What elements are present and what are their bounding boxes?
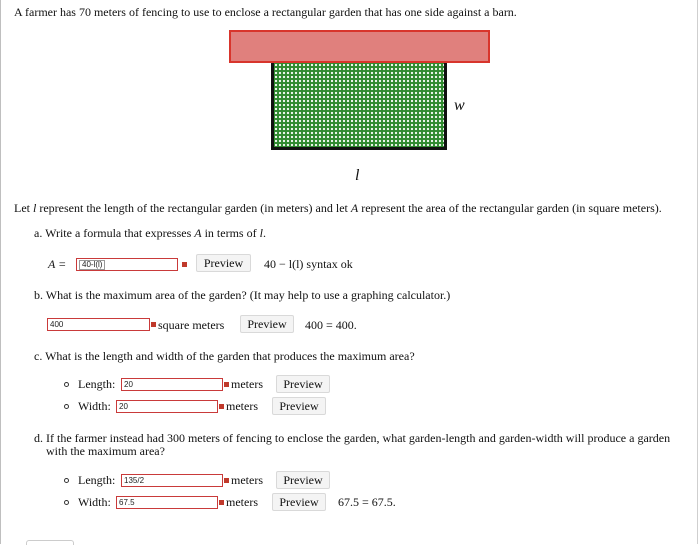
var-l: l (33, 201, 37, 215)
width-preview-button-c[interactable]: Preview (272, 397, 326, 415)
part-c-prompt: c. What is the length and width of the garden that produces the maximum area? (34, 349, 415, 363)
width-preview-button-d[interactable]: Preview (272, 493, 326, 511)
var-l: l (259, 226, 263, 240)
length-input-c[interactable] (121, 378, 223, 391)
length-unit-d: meters (231, 473, 263, 487)
width-label: w (454, 97, 465, 114)
width-input-c[interactable] (116, 400, 218, 413)
bullet (64, 404, 69, 409)
width-label-c: Width: (78, 399, 111, 413)
part-a-text: . (262, 226, 266, 240)
width-unit-c: meters (226, 399, 258, 413)
max-area-input[interactable] (47, 318, 150, 331)
width-input-d[interactable] (116, 496, 218, 509)
part-a-preview-button[interactable]: Preview (196, 254, 251, 272)
bullet (64, 382, 69, 387)
length-input-d-value: 135/2 (124, 476, 145, 485)
part-a-text: in terms of (201, 226, 260, 240)
part-a-text: a. Write a formula that expresses (34, 226, 195, 240)
max-area-input-value: 400 (50, 320, 64, 329)
part-a-prompt (34, 226, 266, 241)
length-preview-button-c[interactable]: Preview (276, 375, 330, 393)
frame-left-border (0, 0, 1, 544)
frame-right-border (697, 0, 698, 544)
part-d-feedback: 67.5 = 67.5. (338, 495, 396, 509)
part-d-prompt-line2: with the maximum area? (46, 444, 165, 458)
var-A: A (194, 226, 202, 240)
status-marker (182, 262, 187, 267)
width-label-d: Width: (78, 495, 111, 509)
part-b-prompt: b. What is the maximum area of the garden? (It may help to use a graphing calculator.) (34, 288, 451, 302)
status-marker (224, 382, 229, 387)
width-input-c-value: 20 (119, 402, 128, 411)
length-label: l (355, 167, 360, 184)
setup-sentence (14, 201, 662, 216)
equation-lhs: A = (48, 257, 67, 271)
barn-rectangle (229, 30, 490, 63)
formula-input-value: 40-l(l) (79, 260, 105, 270)
setup-text: Let (14, 201, 33, 215)
length-label-c: Length: (78, 377, 116, 391)
setup-text: represent the area of the rectangular garden (in square meters). (358, 201, 662, 215)
formula-input[interactable] (76, 258, 178, 271)
var-A: A (350, 201, 359, 215)
width-input-d-value: 67.5 (119, 498, 135, 507)
status-marker (219, 404, 224, 409)
problem-intro: A farmer has 70 meters of fencing to use to enclose a rectangular garden that has one side against a barn. (14, 5, 517, 19)
length-input-c-value: 20 (124, 380, 133, 389)
part-b-unit: square meters (158, 318, 225, 332)
part-b-preview-button[interactable]: Preview (240, 315, 294, 333)
length-label-d: Length: (78, 473, 116, 487)
length-preview-button-d[interactable]: Preview (276, 471, 330, 489)
status-marker (219, 500, 224, 505)
part-a-feedback: 40 − l(l) syntax ok (264, 257, 353, 271)
bullet (64, 478, 69, 483)
garden-rectangle (271, 63, 447, 150)
status-marker (224, 478, 229, 483)
length-input-d[interactable] (121, 474, 223, 487)
part-d-prompt-line1: d. If the farmer instead had 300 meters of fencing to enclose the garden, what garden-length and garden-width will produce a garden (34, 431, 671, 445)
length-unit-c: meters (231, 377, 263, 391)
status-marker (151, 322, 156, 327)
bullet (64, 500, 69, 505)
setup-text: represent the length of the rectangular garden (in meters) and let (36, 201, 351, 215)
part-b-feedback: 400 = 400. (305, 318, 357, 332)
width-unit-d: meters (226, 495, 258, 509)
bottom-tab[interactable] (26, 540, 74, 545)
